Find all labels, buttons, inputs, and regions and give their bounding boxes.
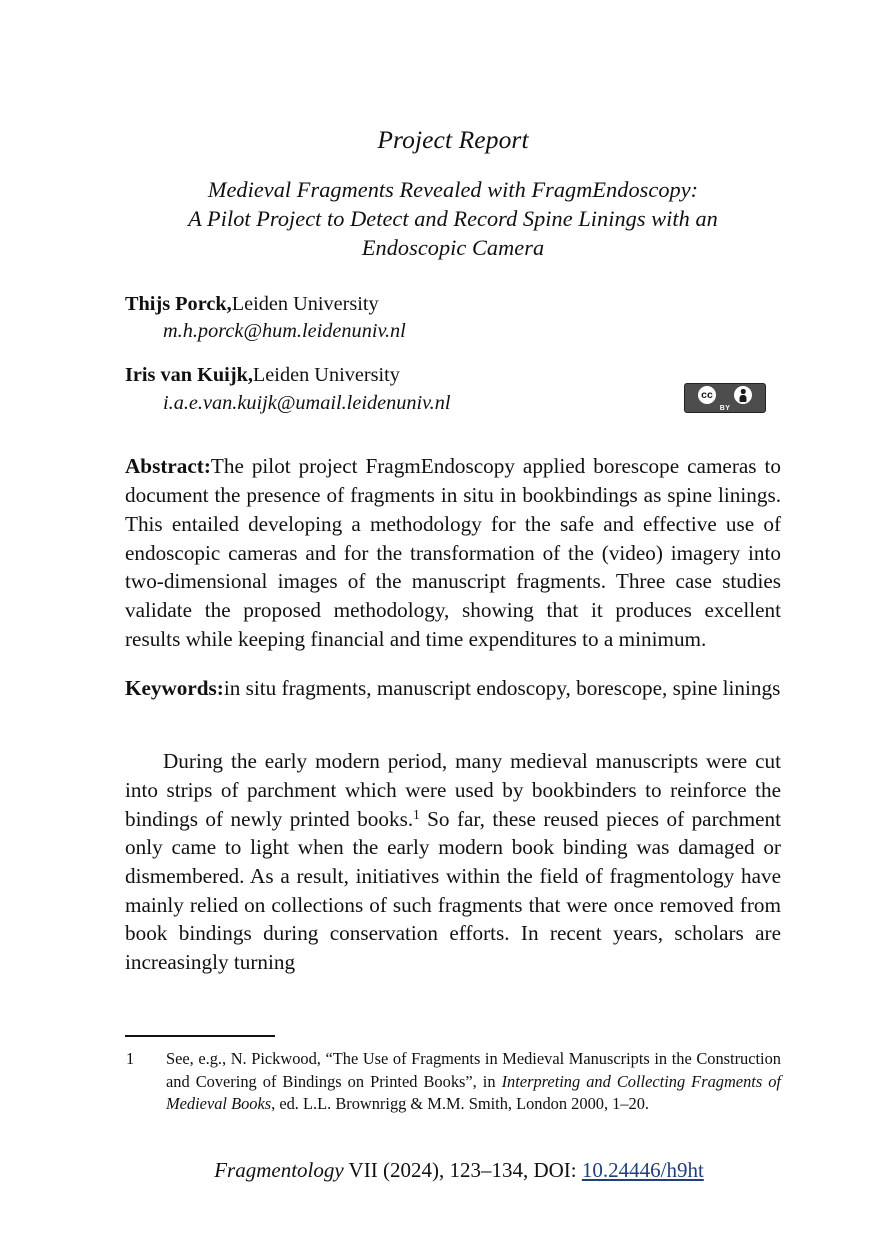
creative-commons-icon: cc (698, 386, 716, 404)
attribution-person-icon (734, 386, 752, 404)
author-entry (125, 362, 781, 416)
abstract-text: The pilot project FragmEndoscopy applied borescope cameras to document the presence of fragments in situ in bookbindings as spine linings. This entailed developing a methodology for the safe and effective use of endoscopic cameras and for the transformation of the (video) imagery into two-dimensional images of the manuscript fragments. Three case studies validate the proposed methodology, showing that it produces excellent results while keeping financial and time expenditures to a minimum. (125, 454, 781, 651)
article-title-line-3: Endoscopic Camera (361, 235, 545, 261)
footnote-number: 1 (126, 1049, 135, 1068)
author-name: Thijs Porck, (125, 293, 232, 316)
author-affiliation: Leiden University (231, 293, 379, 316)
doi-link[interactable]: 10.24446/h9ht (581, 1158, 704, 1182)
body-paragraph (125, 747, 781, 977)
article-title-line-1: Medieval Fragments Revealed with FragmEndoscopy: (207, 177, 699, 203)
footnote-cited-title: Interpreting and Collecting Fragments of Medieval Books (166, 1071, 781, 1114)
volume-pages: VII (2024), 123–134, DOI: (343, 1158, 582, 1182)
footnote-marker[interactable]: 1 (413, 806, 420, 822)
author-line (125, 291, 781, 317)
abstract-label: Abstract: (125, 454, 211, 479)
author-name: Iris van Kuijk, (125, 364, 253, 387)
body-text-after-footnote: So far, these reused pieces of parchment only came to light when the early modern book binding was damaged or dismembered. As a result, initiatives within the field of fragmentology have mainly relied on collections of such fragments that were once removed from book bindings during conservation efforts. In recent years, scholars are increasingly turning (125, 806, 781, 975)
journal-name: Fragmentology (214, 1158, 344, 1182)
article-title (125, 176, 781, 263)
author-affiliation: Leiden University (252, 364, 400, 387)
section-label: Project Report (377, 125, 529, 154)
author-list (125, 291, 781, 416)
article-title-line-2: A Pilot Project to Detect and Record Spine Linings with an (188, 206, 718, 232)
page-footer-citation (125, 1157, 793, 1184)
content-column (125, 0, 781, 977)
footnote-separator-rule (125, 1035, 275, 1037)
keywords-label: Keywords: (125, 676, 224, 701)
author-email[interactable]: m.h.porck@hum.leidenuniv.nl (163, 320, 406, 343)
cc-by-label: BY (719, 405, 731, 412)
footnote-text-part-1: See, e.g., N. Pickwood, “The Use of Fragments in Medieval Manuscripts in the Construction and Covering of Bindings on Printed Books”, in (166, 1049, 781, 1091)
cc-by-badge[interactable] (684, 383, 766, 413)
abstract-section (125, 452, 781, 653)
author-email[interactable]: i.a.e.van.kuijk@umail.leidenuniv.nl (163, 391, 451, 414)
footnote-item (125, 1048, 781, 1116)
author-line (125, 362, 781, 388)
footnote-text-part-2: , ed. L.L. Brownrigg & M.M. Smith, London 2000, 1–20. (271, 1094, 650, 1114)
keywords-text: in situ fragments, manuscript endoscopy, borescope, spine linings (223, 676, 781, 701)
author-entry (125, 291, 781, 345)
keywords-section (125, 674, 781, 703)
cc-badge-glyphs (685, 384, 765, 406)
footnote-area (125, 1035, 781, 1116)
body-text-before-footnote: During the early modern period, many medieval manuscripts were cut into strips of parchment which were used by bookbinders to reinforce the bindings of newly printed books. (125, 749, 781, 831)
